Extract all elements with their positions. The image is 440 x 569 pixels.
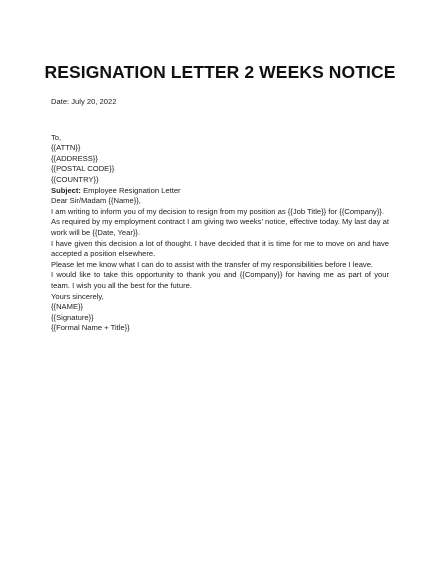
sender-signature: {{Signature}} — [51, 312, 94, 322]
letter-body — [51, 97, 389, 334]
recipient-country: {{COUNTRY}} — [51, 174, 99, 184]
sender-formal-name: {{Formal Name + Title}} — [51, 323, 130, 333]
paragraph-2: As required by my employment contract I am giving two weeks’ notice, effective today. My last day at work will be {{Date, Year}}. — [51, 217, 389, 237]
paragraph-4: Please let me know what I can do to assist with the transfer of my responsibilities before I leave. — [51, 259, 374, 269]
letter-date: Date: July 20, 2022 — [51, 97, 117, 106]
subject-line — [51, 186, 389, 197]
recipient-to: To, — [51, 132, 62, 142]
closing: Yours sincerely, — [51, 291, 104, 301]
recipient-attn: {{ATTN}} — [51, 143, 81, 153]
recipient-postal-code: {{POSTAL CODE}} — [51, 164, 115, 174]
paragraph-5: I would like to take this opportunity to thank you and {{Company}} for having me as part of your team. I wish you all the best for the future. — [51, 270, 389, 290]
salutation: Dear Sir/Madam {{Name}}, — [51, 196, 141, 206]
letter-title: RESIGNATION LETTER 2 WEEKS NOTICE — [44, 62, 396, 82]
recipient-address — [51, 133, 389, 186]
sender-name: {{NAME}} — [51, 302, 84, 312]
subject-label: Subject: — [51, 185, 81, 195]
paragraph-1: I am writing to inform you of my decision to resign from my position as {{Job Title}} for {{Company}}. — [51, 206, 385, 216]
paragraph-3: I have given this decision a lot of thought. I have decided that it is time for me to move on and have accepted a position elsewhere. — [51, 238, 389, 259]
subject-text: Employee Resignation Letter — [80, 185, 181, 195]
recipient-street: {{ADDRESS}} — [51, 153, 98, 163]
